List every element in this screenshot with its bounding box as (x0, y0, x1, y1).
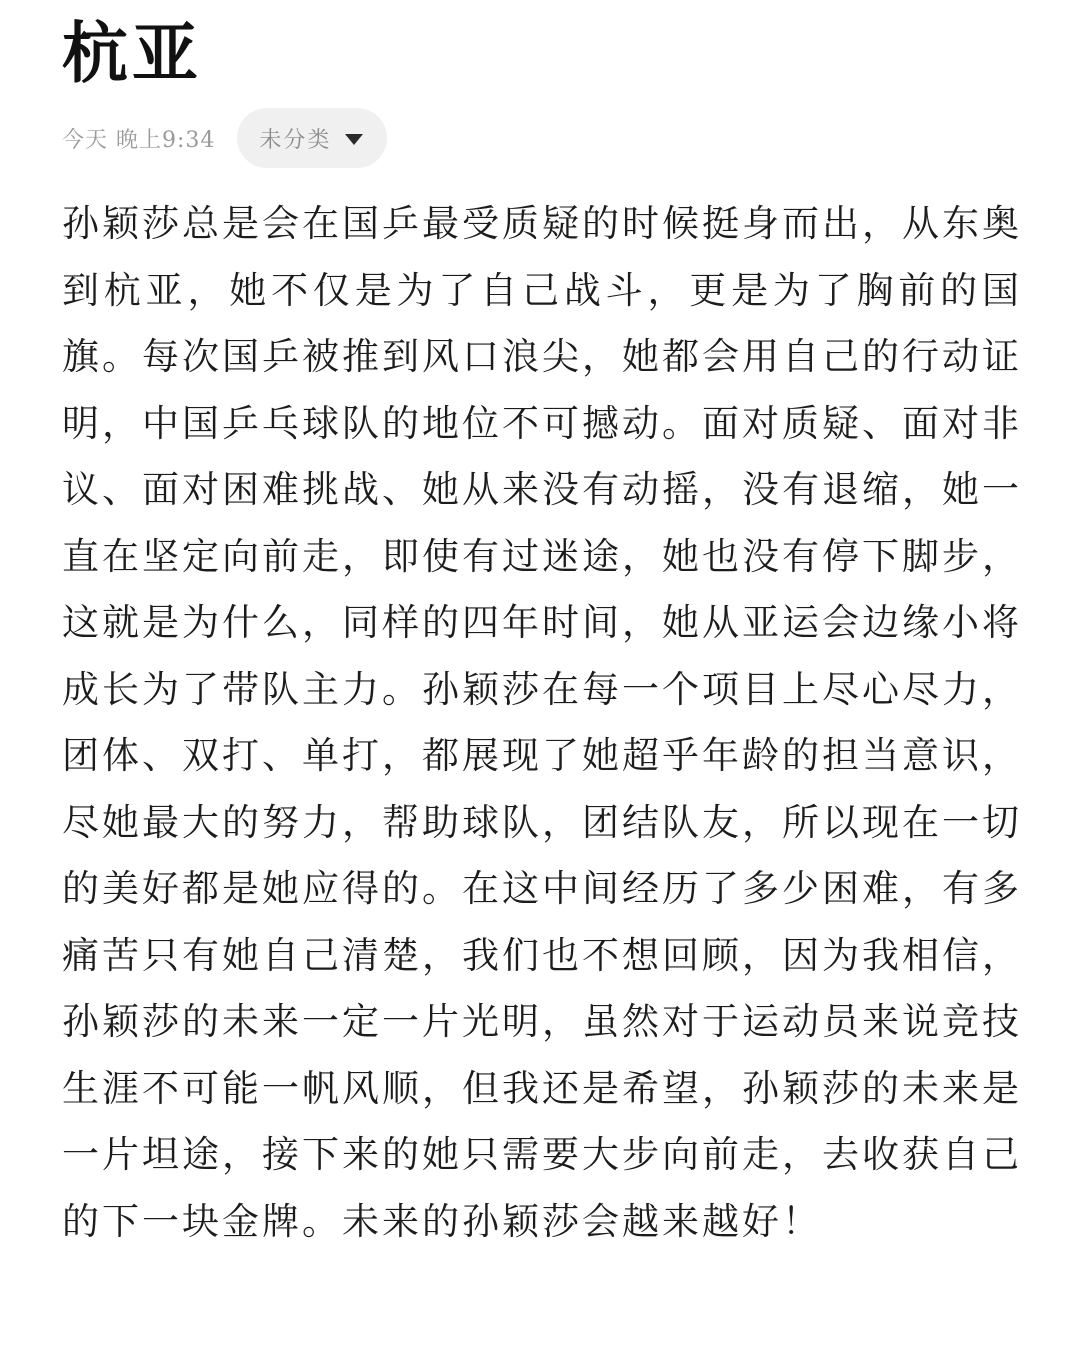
category-label: 未分类 (259, 127, 332, 153)
note-timestamp: 今天 晚上9:34 (62, 127, 216, 153)
caret-down-icon (345, 134, 363, 145)
note-body[interactable]: 孙颖莎总是会在国乒最受质疑的时候挺身而出，从东奥到杭亚，她不仅是为了自己战斗，更是为了胸前的国旗。每次国乒被推到风口浪尖，她都会用自己的行动证明，中国乒乓球队的地位不可撼动。面对质疑、面对非议、面对困难挑战、她从来没有动摇，没有退缩，她一直在坚定向前走，即使有过迷途，她也没有停下脚步，这就是为什么，同样的四年时间，她从亚运会边缘小将成长为了带队主力。孙颖莎在每一个项目上尽心尽力，团体、双打、单打，都展现了她超乎年龄的担当意识，尽她最大的努力，帮助球队，团结队友，所以现在一切的美好都是她应得的。在这中间经历了多少困难，有多痛苦只有她自己清楚，我们也不想回顾，因为我相信，孙颖莎的未来一定一片光明，虽然对于运动员来说竞技生涯不可能一帆风顺，但我还是希望，孙颖莎的未来是一片坦途，接下来的她只需要大步向前走，去收获自己的下一块金牌。未来的孙颖莎会越来越好！ (62, 202, 1022, 1243)
note-title[interactable]: 杭亚 (62, 14, 202, 92)
category-dropdown[interactable] (237, 108, 387, 168)
note-meta (62, 108, 387, 168)
